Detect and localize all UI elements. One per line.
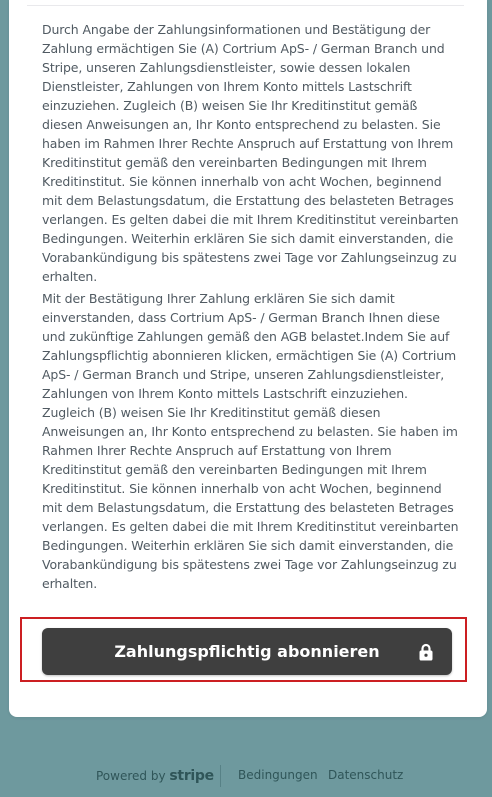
stripe-logo: stripe [169, 768, 214, 784]
footer-divider [220, 765, 221, 787]
powered-by-label: Powered by [96, 769, 166, 783]
mandate-text-paragraph-2: Mit der Bestätigung Ihrer Zahlung erklären Sie sich damit einverstanden, dass Cortrium ApS- / German Branch Ihnen diese und zukünftige Zahlungen gemäß den AGB belastet.Indem Sie auf Zahlungspflichtig abonnieren klicken, ermächtigen Sie (A) Cortrium ApS- / German Branch und Stripe, unseren Zahlungsdienstleister, Zahlungen von Ihrem Konto mittels Lastschrift einzuziehen. Zugleich (B) weisen Sie Ihr Kreditinstitut gemäß diesen Anweisungen an, Ihr Konto entsprechend zu belasten. Sie haben im Rahmen Ihrer Rechte Anspruch auf Erstattung von Ihrem Kreditinstitut gemäß den vereinbarten Bedingungen mit Ihrem Kreditinstitut. Sie können innerhalb von acht Wochen, beginnend mit dem Belastungsdatum, die Erstattung des belasteten Betrages verlangen. Es gelten dabei die mit Ihrem Kreditinstitut vereinbarten Bedingungen. Weiterhin erklären Sie sich damit einverstanden, die Vorabankündigung bis spätestens zwei Tage vor Zahlungseinzug zu erhalten. [42, 291, 459, 591]
subscribe-button[interactable] [42, 628, 452, 675]
powered-by-stripe[interactable] [96, 768, 214, 784]
card-top-divider [27, 0, 464, 6]
footer [0, 765, 492, 787]
privacy-link[interactable]: Datenschutz [328, 768, 404, 782]
terms-link[interactable]: Bedingungen [238, 768, 318, 782]
mandate-text-paragraph-1: Durch Angabe der Zahlungsinformationen und Bestätigung der Zahlung ermächtigen Sie (A) Cortrium ApS- / German Branch und Stripe, unseren Zahlungsdienstleister, sowie dessen lokalen Dienstleister, Zahlungen von Ihrem Konto mittels Lastschrift einzuziehen. Zugleich (B) weisen Sie Ihr Kreditinstitut gemäß diesen Anweisungen an, Ihr Konto entsprechend zu belasten. Sie haben im Rahmen Ihrer Rechte Anspruch auf Erstattung von Ihrem Kreditinstitut gemäß den vereinbarten Bedingungen mit Ihrem Kreditinstitut. Sie können innerhalb von acht Wochen, beginnend mit dem Belastungsdatum, die Erstattung des belasteten Betrages verlangen. Es gelten dabei die mit Ihrem Kreditinstitut vereinbarten Bedingungen. Weiterhin erklären Sie sich damit einverstanden, die Vorabankündigung bis spätestens zwei Tage vor Zahlungseinzug zu erhalten. [42, 22, 459, 284]
subscribe-button-label: Zahlungspflichtig abonnieren [114, 642, 380, 661]
lock-icon [418, 643, 434, 661]
